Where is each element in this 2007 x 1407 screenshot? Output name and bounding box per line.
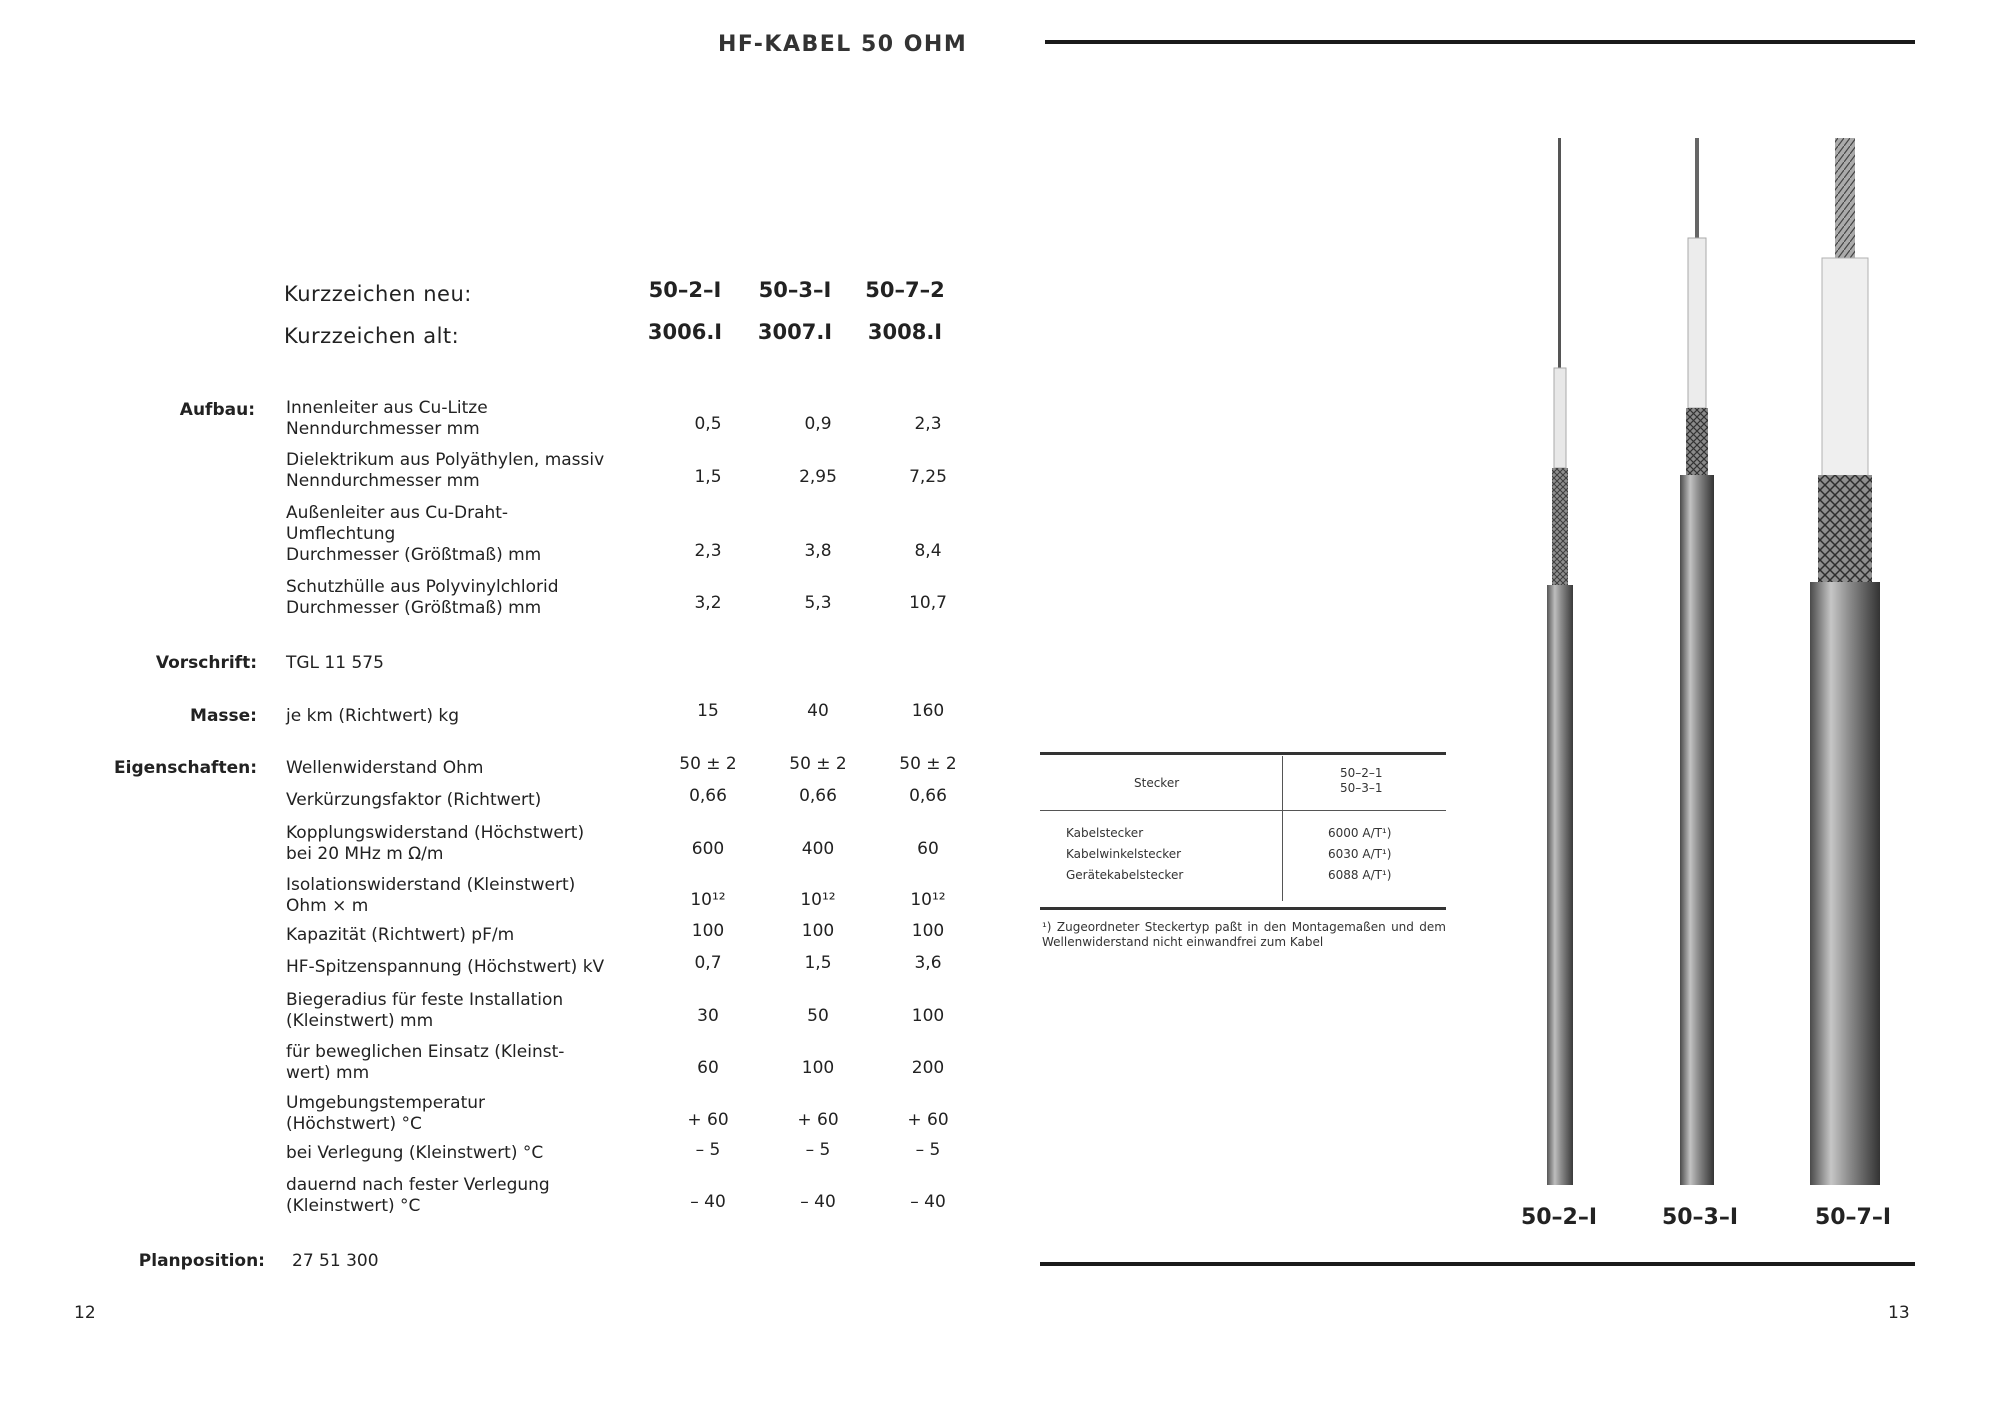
connector-header: Stecker	[1134, 776, 1180, 790]
connector-name: Kabelstecker	[1066, 826, 1144, 840]
row-value: 10¹²	[690, 890, 726, 910]
row-value: 0,5	[694, 414, 722, 434]
code-new-value: 50–2–I	[648, 278, 722, 302]
section-eigenschaften: Eigenschaften:	[114, 758, 257, 778]
row-value: – 40	[910, 1192, 946, 1212]
row-value: 50 ± 2	[679, 754, 737, 774]
row-value: 100	[911, 1006, 945, 1026]
row-value: – 40	[800, 1192, 836, 1212]
top-rule	[1045, 40, 1915, 44]
connector-footnote: ¹) Zugeordneter Steckertyp paßt in den Montagemaßen und dem Wellenwiderstand nicht einwandfrei zum Kabel	[1042, 920, 1446, 949]
row-value: 50 ± 2	[789, 754, 847, 774]
table-divider	[1282, 756, 1283, 901]
row-value: 2,95	[799, 467, 837, 487]
row-value: 50 ± 2	[899, 754, 957, 774]
connector-header-cable: 50–2–1	[1340, 766, 1383, 780]
row-value: 15	[697, 701, 719, 721]
row-value: – 5	[915, 1140, 941, 1160]
code-new-value: 50–3–I	[758, 278, 832, 302]
planposition-value: 27 51 300	[292, 1251, 379, 1271]
row-description: Außenleiter aus Cu-Draht- Umflechtung Durchmesser (Größtmaß) mm	[286, 503, 542, 565]
row-value: 100	[801, 1058, 835, 1078]
row-value: 7,25	[909, 467, 947, 487]
row-value: 40	[807, 701, 829, 721]
row-value: 1,5	[804, 953, 832, 973]
row-value: 0,66	[799, 786, 837, 806]
row-value: 0,7	[694, 953, 722, 973]
row-description: je km (Richtwert) kg	[286, 706, 460, 726]
row-value: – 5	[805, 1140, 831, 1160]
row-description: HF-Spitzenspannung (Höchstwert) kV	[286, 957, 605, 977]
connector-value: 6000 A/T¹)	[1328, 826, 1392, 840]
code-old-value: 3008.I	[867, 320, 943, 344]
row-value: 2,3	[694, 541, 722, 561]
row-description: Biegeradius für feste Installation (Kleinstwert) mm	[286, 990, 564, 1031]
row-value: 30	[697, 1006, 719, 1026]
row-value: 1,5	[694, 467, 722, 487]
connector-value: 6030 A/T¹)	[1328, 847, 1392, 861]
connector-name: Kabelwinkelstecker	[1066, 847, 1182, 861]
cable-label: 50–2–I	[1520, 1205, 1598, 1230]
row-value: + 60	[797, 1110, 839, 1130]
row-value: 60	[697, 1058, 719, 1078]
row-description: für beweglichen Einsatz (Kleinst- wert) mm	[286, 1042, 565, 1083]
bottom-rule	[1040, 1262, 1915, 1266]
row-description: Verkürzungsfaktor (Richtwert)	[286, 790, 542, 810]
row-description: dauernd nach fester Verlegung (Kleinstwert) °C	[286, 1175, 550, 1216]
row-value: – 40	[690, 1192, 726, 1212]
row-value: – 5	[695, 1140, 721, 1160]
row-description: Kapazität (Richtwert) pF/m	[286, 925, 515, 945]
connector-value: 6088 A/T¹)	[1328, 868, 1392, 882]
row-description: Innenleiter aus Cu-Litze Nenndurchmesser mm	[286, 398, 488, 439]
row-value: 3,8	[804, 541, 832, 561]
cable-label: 50–3–I	[1661, 1205, 1739, 1230]
table-divider	[1040, 810, 1446, 811]
row-description: bei Verlegung (Kleinstwert) °C	[286, 1143, 544, 1163]
row-value: 0,66	[689, 786, 727, 806]
row-value: 2,3	[914, 414, 942, 434]
code-old-label: Kurzzeichen alt:	[284, 324, 460, 348]
cable-image-50-3-1	[1662, 130, 1732, 1190]
row-description: Wellenwiderstand Ohm	[286, 758, 484, 778]
code-old-value: 3007.I	[757, 320, 833, 344]
page-number-right: 13	[1888, 1303, 1910, 1323]
row-value: + 60	[687, 1110, 729, 1130]
row-value: 100	[911, 921, 945, 941]
vorschrift-value: TGL 11 575	[286, 653, 384, 673]
row-value: 0,9	[804, 414, 832, 434]
section-aufbau: Aufbau:	[179, 400, 255, 420]
row-value: 3,2	[694, 593, 722, 613]
connector-name: Gerätekabelstecker	[1066, 868, 1184, 882]
row-value: 10,7	[909, 593, 947, 613]
row-description: Umgebungstemperatur (Höchstwert) °C	[286, 1093, 486, 1134]
row-value: 50	[807, 1006, 829, 1026]
section-planposition: Planposition:	[138, 1251, 265, 1271]
row-value: 600	[691, 839, 725, 859]
row-value: 160	[911, 701, 945, 721]
row-value: 100	[801, 921, 835, 941]
row-value: 400	[801, 839, 835, 859]
row-value: 60	[917, 839, 939, 859]
row-value: 10¹²	[910, 890, 946, 910]
row-description: Kopplungswiderstand (Höchstwert) bei 20 MHz m Ω/m	[286, 823, 585, 864]
row-value: 100	[691, 921, 725, 941]
section-masse: Masse:	[190, 706, 257, 726]
row-value: 8,4	[914, 541, 942, 561]
row-description: Schutzhülle aus Polyvinylchlorid Durchmesser (Größtmaß) mm	[286, 577, 559, 618]
row-description: Isolationswiderstand (Kleinstwert) Ohm × m	[286, 875, 576, 916]
row-value: + 60	[907, 1110, 949, 1130]
row-value: 10¹²	[800, 890, 836, 910]
row-value: 200	[911, 1058, 945, 1078]
cable-image-50-7-1	[1790, 130, 1900, 1190]
section-vorschrift: Vorschrift:	[155, 653, 257, 673]
row-value: 0,66	[909, 786, 947, 806]
page-title: HF-KABEL 50 OHM	[718, 32, 968, 57]
row-value: 5,3	[804, 593, 832, 613]
cable-image-50-2-1	[1530, 130, 1590, 1190]
page-number-left: 12	[74, 1303, 96, 1323]
code-old-value: 3006.I	[647, 320, 723, 344]
code-new-value: 50–7–2	[865, 278, 945, 302]
row-description: Dielektrikum aus Polyäthylen, massiv Nenndurchmesser mm	[286, 450, 605, 491]
connector-header-cable: 50–3–1	[1340, 781, 1383, 795]
code-new-label: Kurzzeichen neu:	[284, 282, 472, 306]
cable-label: 50–7–I	[1814, 1205, 1892, 1230]
row-value: 3,6	[914, 953, 942, 973]
